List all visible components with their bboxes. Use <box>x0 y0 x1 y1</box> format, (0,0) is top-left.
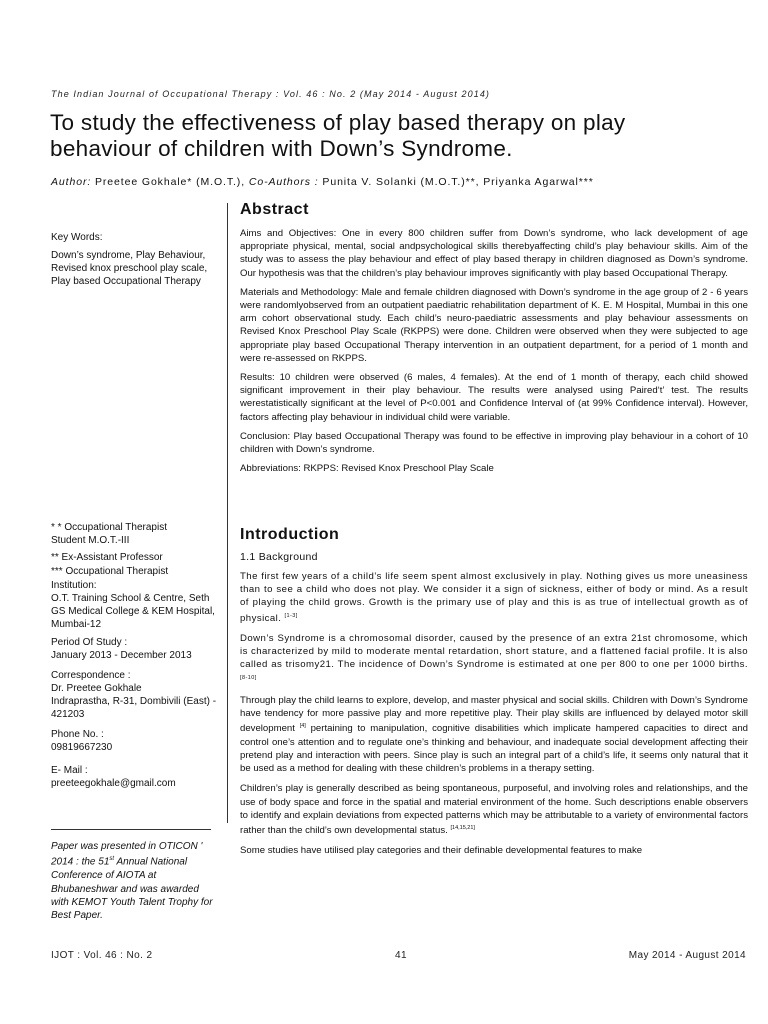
intro-paragraph-5: Some studies have utilised play categories and their definable developmental features to make <box>240 845 643 857</box>
footer-date: May 2014 - August 2014 <box>628 950 746 961</box>
article-title: To study the effectiveness of play based therapy on play behaviour of children with Down’s Syndrome. <box>50 110 626 161</box>
intro-p4-text: Children’s play is generally described as being spontaneous, purposeful, and involving roles and relationships, and the use of body space and force in the spatial and material environment of the home. Such descriptions enable observers to identify and explain deviations from expected patterns which may be attributable to a variety of environmental factors rather than the child’s own developmental status. <box>240 783 748 837</box>
keywords-text: Down’s syndrome, Play Behaviour, Revised knox preschool play scale, Play based Occupational Therapy <box>51 250 208 287</box>
presentation-note <box>51 840 219 923</box>
intro-p1-text: The first few years of a child’s life seem spent almost exclusively in play. Nothing gives us more uneasiness than to see a child who does not play. We consider it a sign of sickness, either of body or mind. As a result of playing the child grows. Growth is the primary use of play and this is as true of intellectual growth as of physical. <box>240 571 748 624</box>
institution-text: O.T. Training School & Centre, Seth GS Medical College & KEM Hospital, Mumbai-12 <box>51 593 215 630</box>
intro-paragraph-4 <box>240 782 748 837</box>
correspondence-address: Indraprastha, R-31, Dombivili (East) - 421203 <box>51 696 217 720</box>
journal-header: The Indian Journal of Occupational Therapy : Vol. 46 : No. 2 (May 2014 - August 2014) <box>51 89 491 99</box>
citation: [1-3] <box>284 612 298 619</box>
abstract-aims: Aims and Objectives: One in every 800 children suffer from Down’s syndrome, who lack development of age appropriate physical, mental, social andpsychological skills therebyaffecting child’s play behaviour skills. Aim of the study was to assess the play behaviour and effect of play based therapy in children diagnosed as Down’s syndrome. Our hypothesis was that the children’s play behaviour improves significantly with play based Occupational Therapy. <box>240 228 748 279</box>
sidebar-rule <box>51 829 211 830</box>
note-2: ** Ex-Assistant Professor <box>51 552 163 563</box>
introduction-section <box>240 526 748 858</box>
abstract-heading: Abstract <box>240 201 309 218</box>
abstract-methods: Materials and Methodology: Male and female children diagnosed with Down’s syndrome in the age group of 2 - 6 years were randomlyobserved from an outpatient paediatric rehabilitation department of K. E. M Hospital, Mumbai in this one arm cohort observational study. Each child’s neuro-paediatric assessments and play behaviour assessments on Revised Knox Preschool Play Scale (RKPPS) were done. Children were observed when they were subjected to age appropriate play based Occupational Therapy intervention in an outpatient department, for a period of 1 month and were re-assessed on RKPPS. <box>240 286 748 364</box>
coauthors-label: Co-Authors : <box>248 176 319 188</box>
keywords-label: Key Words: <box>51 232 103 243</box>
abstract-abbreviations: Abbreviations: RKPPS: Revised Knox Preschool Play Scale <box>240 463 494 475</box>
period-text: January 2013 - December 2013 <box>51 650 192 661</box>
citation: [8-10] <box>240 674 257 681</box>
keywords-block <box>51 231 221 288</box>
column-divider <box>227 203 228 823</box>
abstract-section <box>240 201 748 475</box>
period-label: Period Of Study : <box>51 637 128 648</box>
presented-text-a: Paper was presented in OTICON ' 2014 : the 51 <box>51 841 203 868</box>
background-subheading: 1.1 Background <box>240 551 318 563</box>
page-number: 41 <box>395 950 407 961</box>
introduction-heading: Introduction <box>240 526 340 543</box>
phone-label: Phone No. : <box>51 729 104 740</box>
author-name: Preetee Gokhale* (M.O.T.), <box>94 176 246 188</box>
note-1b: Student M.O.T.-III <box>51 535 130 546</box>
phone-number: 09819667230 <box>51 742 113 753</box>
intro-paragraph-2 <box>240 632 748 687</box>
note-1a: * * Occupational Therapist <box>51 522 167 533</box>
intro-paragraph-1 <box>240 570 748 625</box>
citation: [4] <box>299 723 306 730</box>
coauthors-names: Punita V. Solanki (M.O.T.)**, Priyanka Agarwal*** <box>322 176 594 188</box>
email-address: preeteegokhale@gmail.com <box>51 778 176 789</box>
intro-p2-text: Down’s Syndrome is a chromosomal disorder, caused by the presence of an extra 21st chromosome, which is characterized by mild to moderate mental retardation, short stature, and a flattened facial profile. It is also called as trisomy21. The incidence of Down’s Syndrome is estimated at one per 800 to one per 1000 births. <box>240 633 748 671</box>
note-3: *** Occupational Therapist <box>51 566 169 577</box>
correspondence-name: Dr. Preetee Gokhale <box>51 683 142 694</box>
email-label: E- Mail : <box>51 765 88 776</box>
correspondence-label: Correspondence : <box>51 670 131 681</box>
intro-paragraph-3 <box>240 694 748 775</box>
author-line <box>51 176 594 188</box>
author-label: Author: <box>51 176 92 188</box>
citation: [14,15,21] <box>450 825 475 832</box>
intro-p3-text-a: Through play the child learns to explore, develop, and master physical and social skills. Children with Down’s Syndrome have tendency for more passive play and more repetitive play. Their play skills are influenced by delayed motor skill development <box>240 695 749 735</box>
presented-text-b: Annual National Conference of AIOTA at Bhubaneshwar and was awarded with KEMOT Youth Talent Trophy for Best Paper. <box>51 856 213 922</box>
footer-journal: IJOT : Vol. 46 : No. 2 <box>51 950 153 961</box>
abstract-results: Results: 10 children were observed (6 males, 4 females). At the end of 1 month of therapy, each child showed significant improvement in their play behaviour. The results were analysed using Paired‘t’ test. The results werestatistically significant at the level of P<0.001 and Confidence Interval of (at 99% Confidence interval). However, factors affecting play behaviour in individual child were variable. <box>240 372 748 423</box>
abstract-conclusion: Conclusion: Play based Occupational Therapy was found to be effective in improving play behaviour in a cohort of 10 children with Down’s syndrome. <box>240 430 748 456</box>
institution-label: Institution: <box>51 580 97 591</box>
intro-p3-text-b: pertaining to manipulation, cognitive disabilities which implicate hampered capacities to direct and control one’s attention and to regulate one’s thinking and behaviour, and inadequate social development affecting their pretend play and interaction with peers. Since play is such an integral part of a child’s life, it seems only natural that it be used as a method for dealing with these children’s problems in a therapy setting. <box>240 723 748 775</box>
affiliation-notes <box>51 521 221 790</box>
presented-sup: st <box>109 856 115 863</box>
